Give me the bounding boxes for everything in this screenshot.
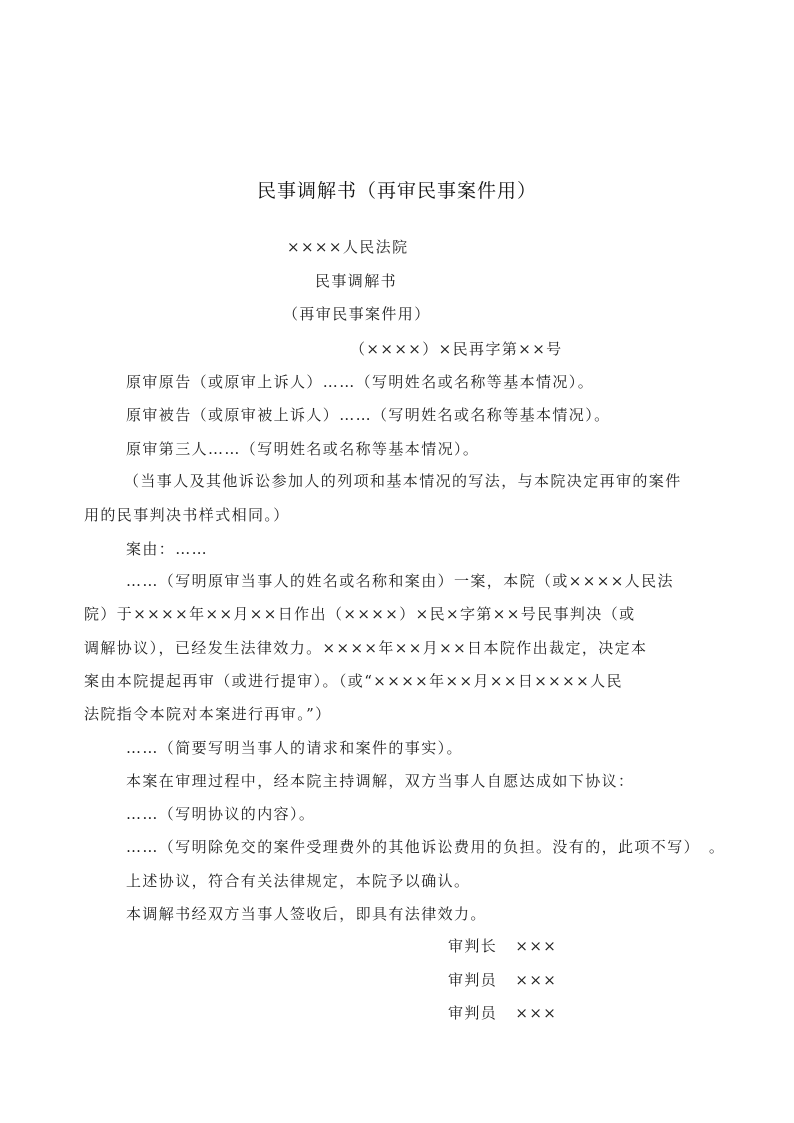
signature-name: ××× [515, 937, 558, 955]
signature-role: 审判长 [448, 937, 498, 955]
doc-subtype: （再审民事案件用） [283, 305, 431, 323]
body-line: ……（简要写明当事人的请求和案件的事实）。 [126, 739, 463, 757]
court-name: ××××人民法院 [287, 238, 409, 256]
party-defendant: 原审被告（或原审被上诉人）……（写明姓名或名称等基本情况）。 [126, 406, 611, 424]
body-line: ……（写明协议的内容）。 [126, 805, 316, 823]
body-line: 本案在审理过程中，经本院主持调解，双方当事人自愿达成如下协议： [126, 772, 635, 790]
signature-name: ××× [515, 1004, 558, 1022]
background-line: 案由本院提起再审（或进行提审）。（或“××××年××月××日××××人民 [84, 672, 623, 690]
background-line: 院）于××××年××月××日作出（××××）×民×字第××号民事判决（或 [84, 605, 636, 623]
background-line: 法院指令本院对本案进行再审。”） [84, 705, 332, 723]
signature-chief-judge [448, 936, 557, 956]
party-third: 原审第三人……（写明姓名或名称等基本情况）。 [126, 440, 480, 458]
note-line: 用的民事判决书样式相同。） [84, 506, 290, 524]
signature-judge [448, 1003, 557, 1023]
doc-type: 民事调解书 [315, 272, 398, 290]
body-line: 本调解书经双方当事人签收后，即具有法律效力。 [126, 905, 487, 923]
signature-judge [448, 970, 557, 990]
background-line: 调解协议），已经发生法律效力。××××年××月××日本院作出裁定，决定本 [84, 639, 648, 657]
cause: 案由：…… [126, 540, 209, 558]
body-line: ……（写明除免交的案件受理费外的其他诉讼费用的负担。没有的，此项不写） 。 [126, 838, 726, 856]
signature-role: 审判员 [448, 971, 498, 989]
signature-role: 审判员 [448, 1004, 498, 1022]
party-plaintiff: 原审原告（或原审上诉人）……（写明姓名或名称等基本情况）。 [126, 373, 595, 391]
background-line: ……（写明原审当事人的姓名或名称和案由）一案，本院（或××××人民法 [126, 572, 674, 590]
document-title: 民事调解书（再审民事案件用） [256, 180, 537, 202]
signature-name: ××× [515, 971, 558, 989]
note-line: （当事人及其他诉讼参加人的列项和基本情况的写法，与本院决定再审的案件 [124, 472, 682, 490]
body-line: 上述协议，符合有关法律规定，本院予以确认。 [126, 872, 471, 890]
case-number: （××××）×民再字第××号 [350, 340, 563, 358]
